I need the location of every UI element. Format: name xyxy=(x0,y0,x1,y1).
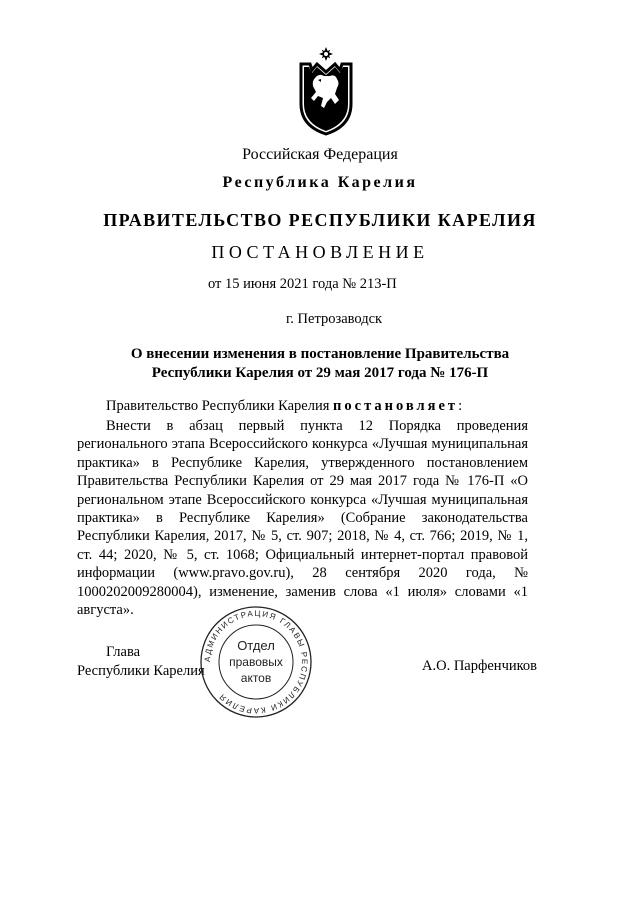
document-date-number: от 15 июня 2021 года № 213-П xyxy=(208,276,397,292)
coat-of-arms-karelia-icon xyxy=(297,46,355,136)
subject-line-2: Республики Карелия от 29 мая 2017 года № 176-П xyxy=(151,365,489,381)
signatory-title xyxy=(77,643,205,681)
document-type: ПОСТАНОВЛЕНИЕ xyxy=(211,242,429,262)
stamp-ring-text: АДМИНИСТРАЦИЯ ГЛАВЫ РЕСПУБЛИКИ КАРЕЛИЯ xyxy=(202,608,310,716)
country-name: Российская Федерация xyxy=(242,146,398,163)
preamble-text: Правительство Республики Карелия xyxy=(106,398,330,414)
preamble xyxy=(106,398,462,415)
stamp-line-3: актов xyxy=(240,671,272,685)
subject-line-1: О внесении изменения в постановление Правительства xyxy=(130,346,510,362)
document-subject xyxy=(100,345,540,383)
republic-name: Республика Карелия xyxy=(222,174,418,191)
signatory-title-line-1: Глава xyxy=(106,644,141,660)
preamble-colon: : xyxy=(458,398,463,414)
official-stamp xyxy=(198,604,314,720)
signatory-title-line-2: Республики Карелия xyxy=(77,663,205,679)
decree-paragraph: Внести в абзац первый пункта 12 Порядка проведения регионального этапа Всероссийского конкурса «Лучшая муниципальная практика» в Республике Карелия, утвержденного постановлением Правительства Республики Карелия от 29 мая 2017 года № 176-П «О региональном этапе Всероссийского конкурса «Лучшая муниципальная практика» в Республике Карелия» (Собрание законодательства Республики Карелия, 2017, № 5, ст. 907; 2018, № 4, ст. 766; 2019, № 1, ст. 44; 2020, № 5, ст. 1068; Официальный интернет-портал правовой информации (www.pravo.gov.ru), 28 сентября 2020 года, № 1000202009280004), изменение, заменив слова «1 июля» словами «1 августа». xyxy=(77,418,528,619)
stamp-line-2: правовых xyxy=(229,655,283,669)
preamble-verb: постановляет xyxy=(333,398,459,414)
signatory-name: А.О. Парфенчиков xyxy=(422,658,538,674)
document-city: г. Петрозаводск xyxy=(286,311,383,327)
government-name: ПРАВИТЕЛЬСТВО РЕСПУБЛИКИ КАРЕЛИЯ xyxy=(103,210,537,230)
stamp-line-1: Отдел xyxy=(237,638,275,653)
